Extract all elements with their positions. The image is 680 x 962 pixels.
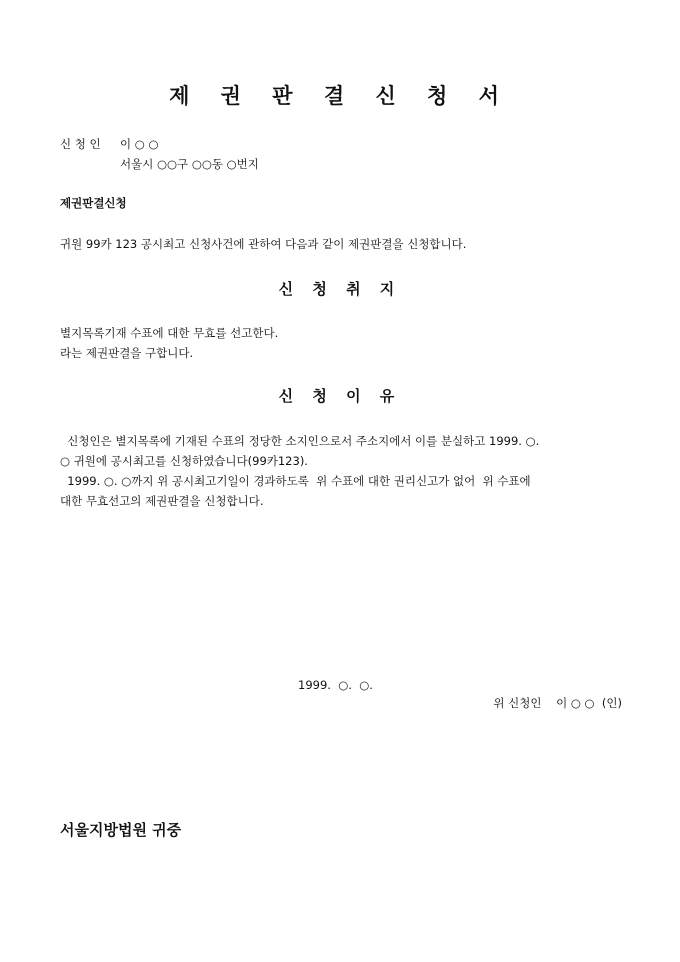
reason-line: 신청인은 별지목록에 기재된 수표의 정당한 소지인으로서 주소지에서 이를 분실하고 1999. ○. bbox=[60, 434, 540, 448]
intro-sentence: 귀원 99카 123 공시최고 신청사건에 관하여 다음과 같이 제권판결을 신청합니다. bbox=[60, 237, 467, 251]
reason-line: 대한 무효선고의 제권판결을 신청합니다. bbox=[60, 494, 264, 508]
document-title: 제 권 판 결 신 청 서 bbox=[169, 83, 511, 108]
application-heading: 제권판결신청 bbox=[60, 196, 127, 210]
reason-heading: 신 청 이 유 bbox=[278, 387, 402, 405]
signature-line: 위 신청인 이 ○ ○ (인) bbox=[493, 696, 622, 710]
reason-line: 1999. ○. ○까지 위 공시최고기일이 경과하도록 위 수표에 대한 권리신고가 없어 위 수표에 bbox=[60, 474, 531, 488]
applicant-name: 이 ○ ○ bbox=[120, 137, 159, 151]
purpose-line: 라는 제권판결을 구합니다. bbox=[60, 346, 194, 360]
applicant-address: 서울시 ○○구 ○○동 ○번지 bbox=[120, 157, 259, 171]
purpose-heading: 신 청 취 지 bbox=[278, 280, 402, 298]
applicant-label: 신 청 인 bbox=[60, 137, 101, 151]
court-recipient: 서울지방법원 귀중 bbox=[60, 821, 182, 839]
document-date: 1999. ○. ○. bbox=[298, 678, 373, 692]
reason-line: ○ 귀원에 공시최고를 신청하였습니다(99카123). bbox=[60, 454, 308, 468]
purpose-line: 별지목록기재 수표에 대한 무효를 선고한다. bbox=[60, 326, 279, 340]
